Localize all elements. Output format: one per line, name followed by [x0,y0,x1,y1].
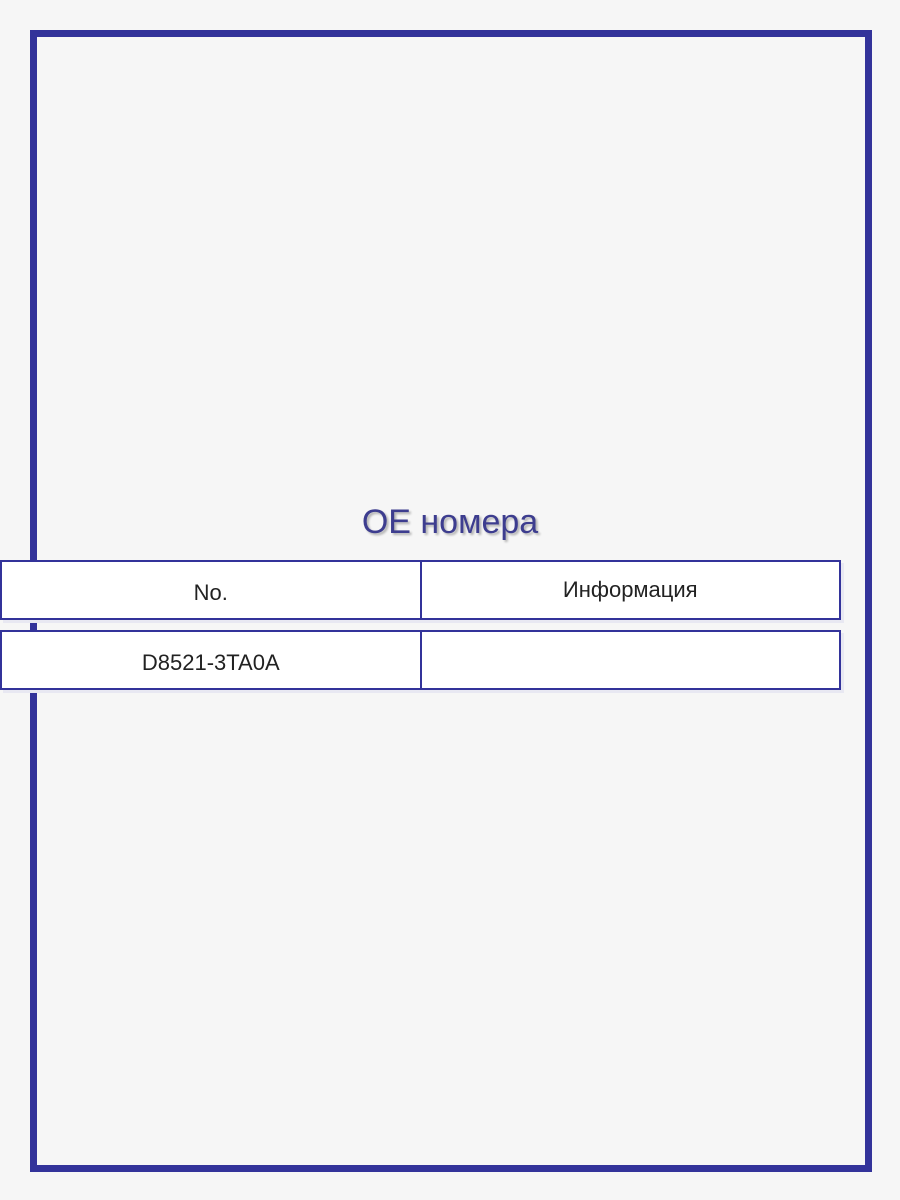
cell-oe-number: D8521-3TA0A [2,632,422,688]
table-header-row [0,560,841,620]
header-cell-number: No. [2,562,422,618]
page-title: OE номера [361,503,539,541]
table-row [0,630,841,690]
header-cell-info: Информация [562,577,698,602]
cell-info [422,632,840,688]
